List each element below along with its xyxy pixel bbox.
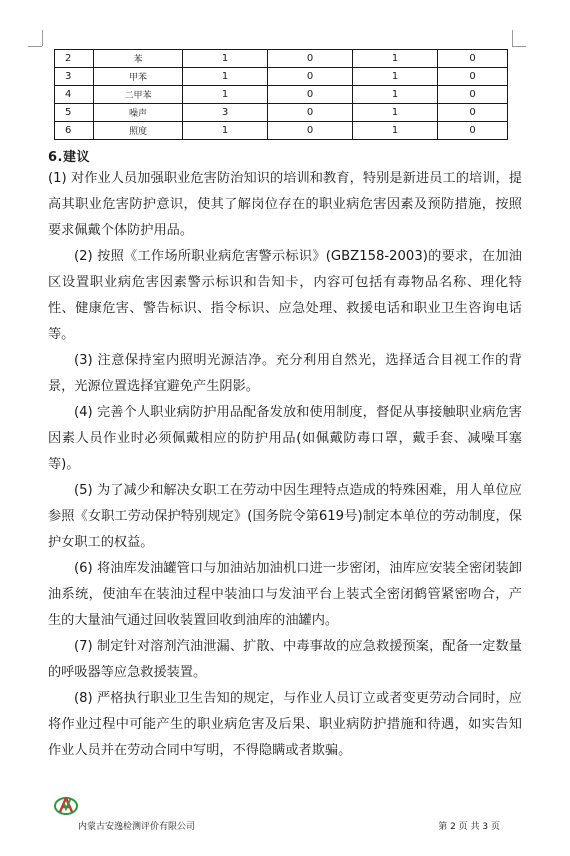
table-cell: 照度 (94, 122, 183, 140)
company-logo-icon (54, 795, 78, 815)
table-cell: 1 (183, 68, 268, 86)
table-cell: 0 (438, 104, 508, 122)
recommendation-paragraph: (6) 将油库发油罐管口与加油站加油机口进一步密闭，油库应安装全密闭装卸油系统，使油车在装油过程中装油口与发油平台上装式全密闭鹤管紧密吻合，产生的大量油气通过回收装置回收到油库的油罐内。 (48, 561, 522, 628)
crop-mark (512, 30, 513, 46)
table-cell: 0 (438, 50, 508, 68)
table-cell: 0 (268, 122, 353, 140)
table-row (55, 50, 508, 68)
crop-mark (42, 30, 43, 46)
table-cell: 1 (353, 86, 438, 104)
table-cell: 0 (268, 86, 353, 104)
table-cell: 0 (268, 68, 353, 86)
recommendation-paragraph: (2) 按照《工作场所职业病危害警示标识》(GBZ158-2003)的要求，在加油区设置职业病危害因素警示标识和告知卡，内容可包括有毒物品名称、理化特性、健康危害、警告标识、指令标识、应急处理、救援电话和职业卫生咨询电话等。 (48, 249, 522, 342)
table-cell: 0 (438, 86, 508, 104)
recommendation-paragraph: (7) 制定针对溶剂汽油泄漏、扩散、中毒事故的应急救援预案，配备一定数量的呼吸器等应急救援装置。 (48, 639, 522, 680)
recommendation-paragraph: (1) 对作业人员加强职业危害防治知识的培训和教育，特别是新进员工的培训，提高其职业危害防护意识，使其了解岗位存在的职业病危害因素及预防措施，按照要求佩戴个体防护用品。 (48, 171, 522, 238)
table-cell: 1 (183, 86, 268, 104)
table-cell: 1 (353, 50, 438, 68)
recommendation-paragraph: (3) 注意保持室内照明光源洁净。充分利用自然光，选择适合目视工作的背景，光源位置选择宜避免产生阴影。 (48, 353, 522, 394)
table-cell: 苯 (94, 50, 183, 68)
table-cell: 3 (55, 68, 94, 86)
recommendation-paragraph: (4) 完善个人职业病防护用品配备发放和使用制度，督促从事接触职业病危害因素人员作业时必须佩戴相应的防护用品(如佩戴防毒口罩，戴手套、减噪耳塞等)。 (48, 405, 522, 472)
table-cell: 4 (55, 86, 94, 104)
table-cell: 0 (268, 104, 353, 122)
table-cell: 0 (438, 68, 508, 86)
table-row (55, 68, 508, 86)
table-cell: 1 (353, 68, 438, 86)
recommendation-paragraph: (8) 严格执行职业卫生告知的规定，与作业人员订立或者变更劳动合同时，应将作业过程中可能产生的职业病危害及后果、职业病防护措施和待遇，如实告知作业人员并在劳动合同中写明，不得隐瞒或者欺骗。 (48, 691, 522, 758)
table-cell: 1 (183, 122, 268, 140)
table-cell: 0 (268, 50, 353, 68)
footer-page-number: 第 2 页 共 3 页 (438, 822, 500, 832)
table-cell: 1 (353, 104, 438, 122)
table-row (55, 104, 508, 122)
table-cell: 1 (353, 122, 438, 140)
table-cell: 二甲苯 (94, 86, 183, 104)
footer-company-name: 内蒙古安逸检测评价有限公司 (78, 822, 196, 832)
crop-mark (28, 46, 42, 47)
table-cell: 1 (183, 50, 268, 68)
section-heading: 6.建议 (48, 150, 90, 165)
table-cell: 噪声 (94, 104, 183, 122)
table-cell: 0 (438, 122, 508, 140)
crop-mark (512, 46, 526, 47)
table-cell: 3 (183, 104, 268, 122)
table-row (55, 86, 508, 104)
table-cell: 2 (55, 50, 94, 68)
recommendation-paragraph: (5) 为了减少和解决女职工在劳动中因生理特点造成的特殊困难，用人单位应参照《女职工劳动保护特别规定》(国务院令第619号)制定本单位的劳动制度，保护女职工的权益。 (48, 483, 522, 550)
table-cell: 甲苯 (94, 68, 183, 86)
table-cell: 5 (55, 104, 94, 122)
table-row (55, 122, 508, 140)
hazard-factor-table (54, 49, 508, 140)
table-cell: 6 (55, 122, 94, 140)
